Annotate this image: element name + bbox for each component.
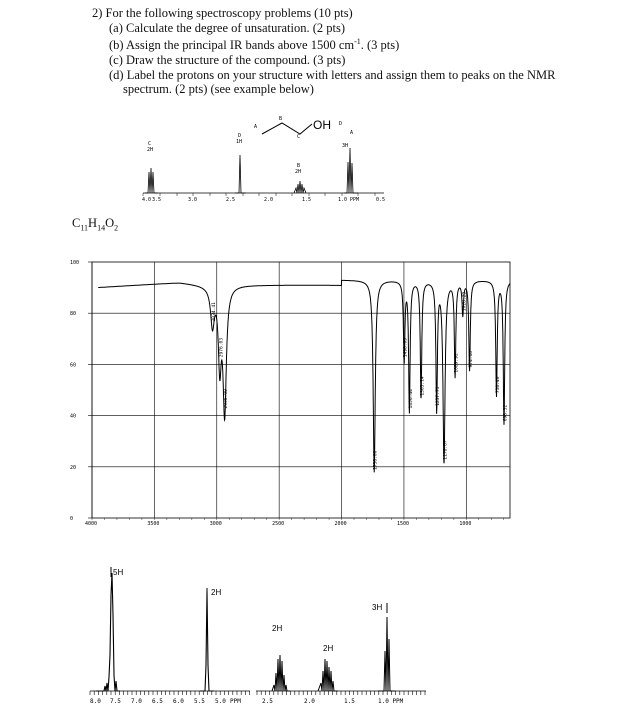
nmr-tick-7-5: 7.5 (110, 698, 121, 705)
nmr-spectrum (0, 555, 640, 712)
ir-peak-label: 1456.44 (408, 389, 414, 409)
nmr-peak-5ppm (200, 591, 214, 691)
question-part-d: (d) Label the protons on your structure with letters and assign them to peaks on the NMR (109, 67, 556, 82)
ir-y-tick-label: 80 (70, 311, 77, 318)
ir-x-tick-label: 2000 (334, 521, 347, 527)
ir-y-tick-label: 60 (70, 362, 77, 369)
example-tick-2: 3.0 (188, 197, 198, 203)
example-peak-b-int: 2H (295, 169, 302, 175)
formula-h: H (88, 216, 98, 230)
ir-peak-label: 1089.92 (454, 353, 460, 373)
example-tick-5: 1.5 (302, 197, 312, 203)
ir-x-tick-label: 2500 (272, 521, 285, 527)
example-letter-c1: C (297, 134, 301, 140)
nmr-tick-1-5: 1.5 (344, 698, 355, 705)
ir-peak-label: 974.18 (469, 350, 475, 368)
nmr-tick-8-0: 8.0 (90, 698, 101, 705)
ir-peak-label: 1363.14 (420, 376, 426, 396)
example-peak-b (294, 181, 306, 193)
ir-peak-label: 1237.75 (436, 386, 442, 406)
nmr-tick-5-0: 5.0 (215, 698, 226, 705)
nmr-integral-2h-c: 2H (323, 644, 334, 653)
molecular-formula (72, 216, 118, 233)
example-peak-a-letter: A (350, 130, 354, 136)
formula-c: C (72, 216, 81, 230)
example-peak-a-int: 3H (342, 143, 349, 149)
nmr-tick-2-5: 2.5 (262, 698, 273, 705)
nmr-tick-2-0: 2.0 (304, 698, 315, 705)
nmr-integral-2h-a: 2H (211, 588, 222, 597)
ir-peak-label: 2976.03 (219, 337, 225, 358)
ir-grid (92, 262, 510, 518)
ir-x-tick-label: 1500 (396, 521, 409, 527)
ir-peak-labels (211, 292, 508, 470)
example-tick-7: 0.5 (376, 197, 386, 203)
ir-x-tick-label: 4000 (85, 521, 98, 527)
nmr-tick-1-0: 1.0 PPM (378, 698, 404, 705)
ir-x-axis (85, 518, 504, 527)
example-tick-3: 2.5 (226, 197, 236, 203)
example-peak-c-letter: C (148, 141, 152, 147)
question-header: 2) For the following spectroscopy problems (10 pts) (92, 6, 353, 20)
ir-peak-label: 1178.87 (443, 440, 449, 460)
example-tick-1: 3.5 (152, 197, 162, 203)
ir-y-tick-label: 20 (70, 464, 77, 471)
ir-y-tick-label: 40 (70, 413, 77, 420)
example-tick-6: 1.0 PPM (338, 197, 360, 203)
example-peak-c-int: 2H (147, 147, 154, 153)
ir-y-tick-label: 0 (70, 516, 74, 522)
ir-peak-label: 698.32 (503, 404, 509, 422)
example-axis (143, 193, 375, 196)
part-b-sup: -1 (354, 37, 361, 47)
nmr-axis-ticks (90, 691, 425, 695)
example-peak-b-letter: B (297, 163, 301, 169)
ir-spectrum (0, 250, 640, 540)
ir-y-tick-label: 100 (70, 260, 80, 266)
nmr-tick-7-0: 7.0 (131, 698, 142, 705)
formula-o: O (105, 216, 115, 230)
formula-h-sub: 14 (97, 223, 106, 233)
example-peak-a (344, 148, 358, 193)
formula-o-sub: 2 (114, 223, 119, 233)
nmr-tick-6-0: 6.0 (173, 698, 184, 705)
formula-c-sub: 11 (80, 223, 89, 233)
nmr-tick-5-5: 5.5 (194, 698, 205, 705)
ir-x-tick-label: 3000 (209, 521, 222, 527)
nmr-tick-6-5: 6.5 (152, 698, 163, 705)
example-peak-d-letter: D (238, 133, 242, 139)
nmr-integral-3h: 3H (372, 603, 383, 612)
ir-peak-label: 1498.09 (403, 337, 409, 358)
nmr-peak-aromatic (96, 573, 120, 691)
nmr-peak-2-4ppm (272, 655, 290, 691)
example-peak-d-int: 1H (236, 139, 243, 145)
example-molecule-skeleton (262, 123, 312, 134)
nmr-integral-2h-b: 2H (272, 624, 283, 633)
ir-peak-label: 1738.00 (373, 450, 379, 470)
ir-peak-label: 2936.90 (224, 389, 230, 409)
ir-peak-label: 758.40 (495, 376, 501, 394)
example-peak-c (145, 168, 158, 193)
question-part-a: (a) Calculate the degree of unsaturation. (2 pts) (109, 20, 346, 35)
example-tick-0: 4.0 (142, 197, 152, 203)
example-letter-a1: A (254, 124, 258, 130)
ir-x-tick-label: 1000 (459, 521, 472, 527)
ir-peak-label: 3034.41 (211, 302, 217, 322)
example-letter-d1: D (339, 121, 343, 127)
example-nmr (0, 0, 640, 212)
ir-y-axis (70, 260, 92, 522)
example-peak-d (235, 155, 246, 193)
nmr-peak-0-9ppm (378, 617, 395, 691)
example-tick-4: 2.0 (264, 197, 274, 203)
ir-plot-frame (92, 262, 510, 518)
nmr-integral-5h: 5H (113, 568, 124, 577)
example-molecule-oh: OH (313, 118, 331, 132)
question-part-d-cont: spectrum. (2 pts) (see example below) (123, 82, 314, 97)
part-b-text: (b) Assign the principal IR bands above 1500 cm (109, 38, 355, 53)
part-b-tail: . (3 pts) (360, 38, 400, 53)
nmr-tick-ppm-left: PPM (230, 698, 241, 705)
ir-x-tick-label: 3500 (147, 521, 160, 527)
nmr-peak-1-7ppm (318, 659, 338, 691)
example-letter-b1: B (279, 116, 283, 122)
question-part-c: (c) Draw the structure of the compound. (3 pts) (109, 52, 346, 67)
ir-peak-label: 1028.29 (462, 291, 468, 312)
